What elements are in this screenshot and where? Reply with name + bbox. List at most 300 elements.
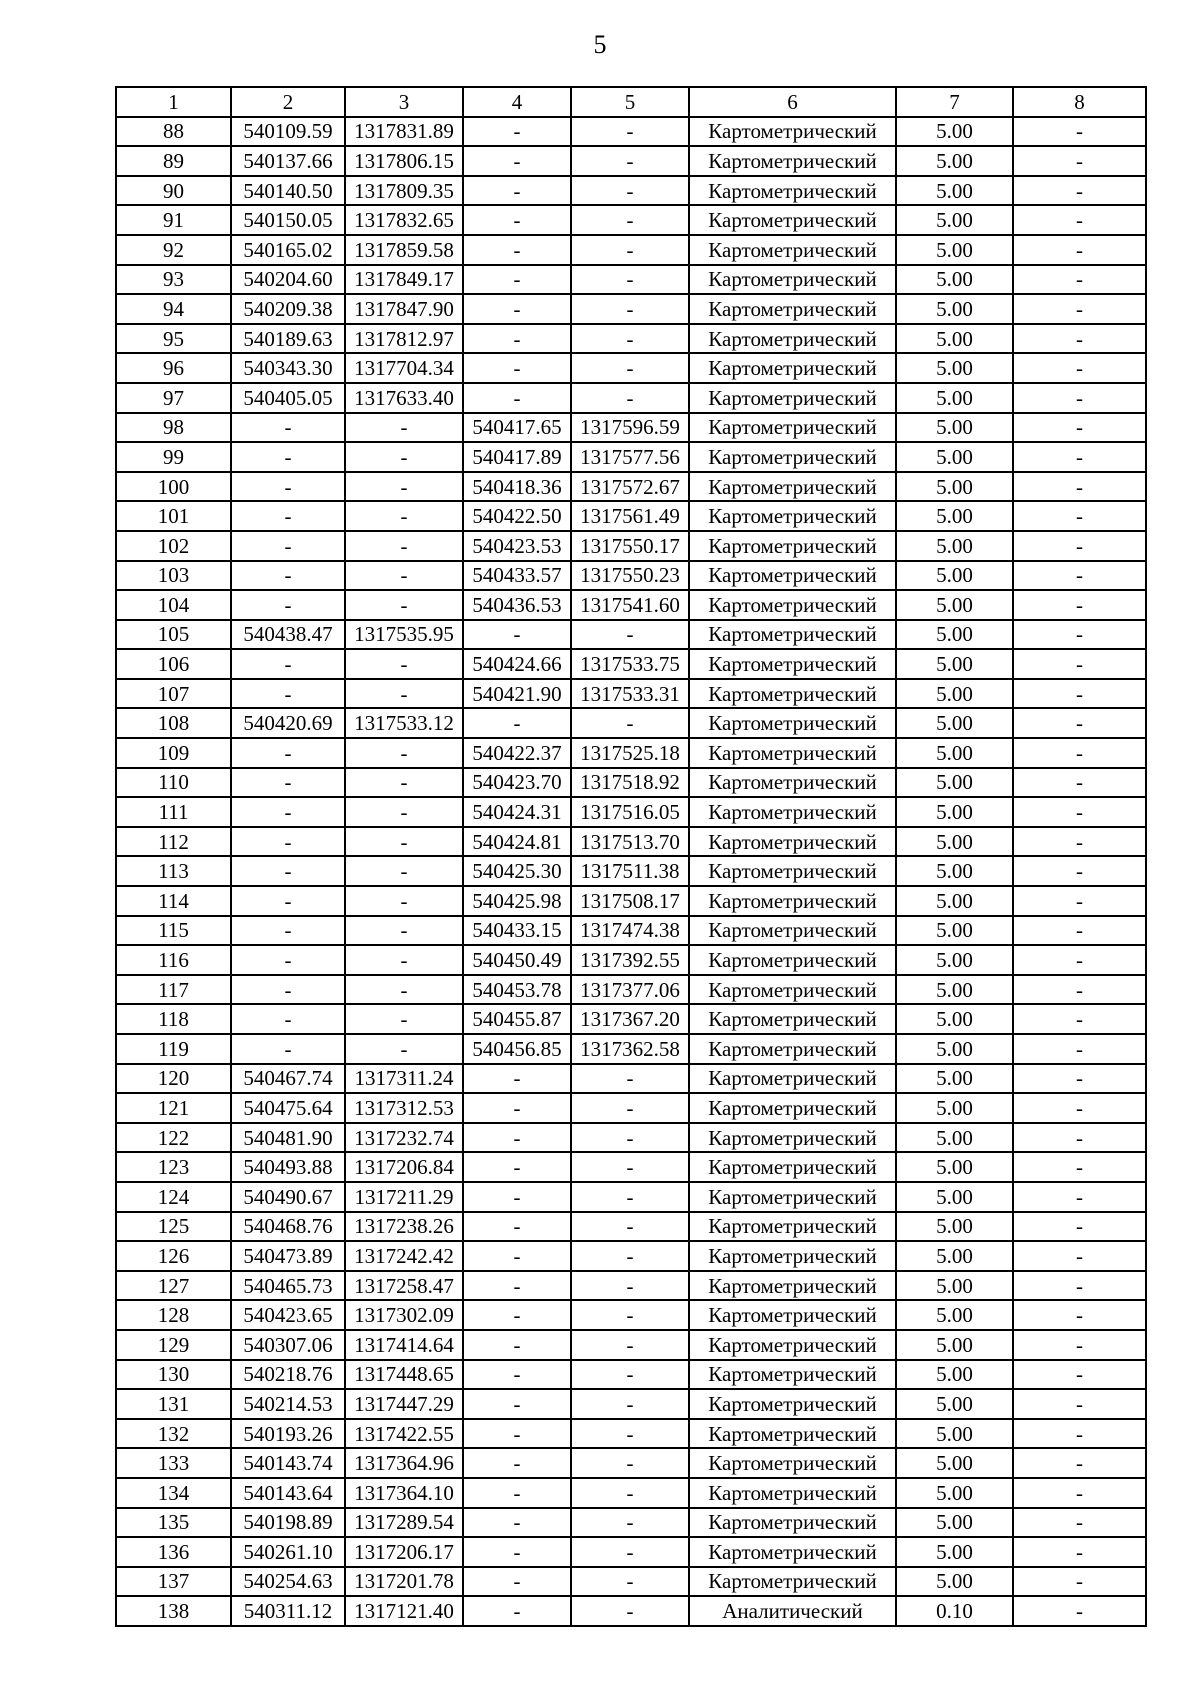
accuracy-cell: 5.00 [896, 1567, 1013, 1597]
table-row [116, 442, 1146, 472]
method-cell: Картометрический [689, 117, 896, 147]
y-coordinate-alt-cell: 1317550.17 [571, 531, 689, 561]
description-cell: - [1013, 1448, 1146, 1478]
point-number-cell: 101 [116, 501, 231, 531]
table-row [116, 1419, 1146, 1449]
point-number-cell: 89 [116, 146, 231, 176]
point-number-cell: 109 [116, 738, 231, 768]
point-number-cell: 129 [116, 1330, 231, 1360]
y-coordinate-cell: 1317535.95 [345, 620, 463, 650]
accuracy-cell: 5.00 [896, 827, 1013, 857]
column-header: 2 [231, 87, 345, 117]
x-coordinate-alt-cell: - [463, 1537, 571, 1567]
x-coordinate-cell: - [231, 945, 345, 975]
x-coordinate-cell: 540343.30 [231, 353, 345, 383]
x-coordinate-cell: - [231, 916, 345, 946]
point-number-cell: 127 [116, 1271, 231, 1301]
page-number: 5 [593, 30, 607, 59]
y-coordinate-alt-cell: - [571, 620, 689, 650]
accuracy-cell: 5.00 [896, 1152, 1013, 1182]
accuracy-cell: 5.00 [896, 501, 1013, 531]
coordinates-table [115, 86, 1147, 1627]
y-coordinate-alt-cell: - [571, 1152, 689, 1182]
description-cell: - [1013, 797, 1146, 827]
table-row [116, 353, 1146, 383]
point-number-cell: 124 [116, 1182, 231, 1212]
accuracy-cell: 5.00 [896, 1212, 1013, 1242]
accuracy-cell: 5.00 [896, 679, 1013, 709]
table-row [116, 856, 1146, 886]
x-coordinate-alt-cell: - [463, 1064, 571, 1094]
x-coordinate-cell: 540150.05 [231, 205, 345, 235]
description-cell: - [1013, 679, 1146, 709]
method-cell: Картометрический [689, 1537, 896, 1567]
x-coordinate-alt-cell: 540425.30 [463, 856, 571, 886]
description-cell: - [1013, 1478, 1146, 1508]
table-body [116, 117, 1146, 1626]
x-coordinate-cell: - [231, 561, 345, 591]
column-header: 4 [463, 87, 571, 117]
y-coordinate-cell: - [345, 945, 463, 975]
y-coordinate-alt-cell: 1317533.75 [571, 649, 689, 679]
table-row [116, 265, 1146, 295]
table-row [116, 797, 1146, 827]
method-cell: Картометрический [689, 916, 896, 946]
accuracy-cell: 5.00 [896, 413, 1013, 443]
y-coordinate-alt-cell: - [571, 1123, 689, 1153]
point-number-cell: 128 [116, 1300, 231, 1330]
description-cell: - [1013, 1567, 1146, 1597]
column-header: 1 [116, 87, 231, 117]
y-coordinate-cell: - [345, 679, 463, 709]
x-coordinate-alt-cell: - [463, 1478, 571, 1508]
x-coordinate-cell: - [231, 413, 345, 443]
method-cell: Картометрический [689, 1330, 896, 1360]
y-coordinate-cell: - [345, 738, 463, 768]
table-row [116, 1537, 1146, 1567]
table-row [116, 649, 1146, 679]
table-row [116, 916, 1146, 946]
y-coordinate-cell: 1317849.17 [345, 265, 463, 295]
description-cell: - [1013, 1596, 1146, 1626]
y-coordinate-alt-cell: 1317511.38 [571, 856, 689, 886]
accuracy-cell: 5.00 [896, 886, 1013, 916]
point-number-cell: 90 [116, 176, 231, 206]
table-row [116, 531, 1146, 561]
y-coordinate-alt-cell: 1317577.56 [571, 442, 689, 472]
y-coordinate-cell: 1317422.55 [345, 1419, 463, 1449]
description-cell: - [1013, 768, 1146, 798]
y-coordinate-cell: 1317533.12 [345, 708, 463, 738]
description-cell: - [1013, 1004, 1146, 1034]
point-number-cell: 88 [116, 117, 231, 147]
table-row [116, 1123, 1146, 1153]
method-cell: Картометрический [689, 1389, 896, 1419]
y-coordinate-alt-cell: 1317362.58 [571, 1034, 689, 1064]
accuracy-cell: 5.00 [896, 768, 1013, 798]
x-coordinate-alt-cell: - [463, 1271, 571, 1301]
accuracy-cell: 5.00 [896, 1123, 1013, 1153]
point-number-cell: 103 [116, 561, 231, 591]
table-row [116, 501, 1146, 531]
point-number-cell: 105 [116, 620, 231, 650]
point-number-cell: 121 [116, 1093, 231, 1123]
table-row [116, 738, 1146, 768]
method-cell: Картометрический [689, 708, 896, 738]
accuracy-cell: 5.00 [896, 1537, 1013, 1567]
y-coordinate-cell: - [345, 561, 463, 591]
description-cell: - [1013, 1093, 1146, 1123]
table-row [116, 1478, 1146, 1508]
y-coordinate-alt-cell: 1317508.17 [571, 886, 689, 916]
description-cell: - [1013, 1271, 1146, 1301]
y-coordinate-cell: 1317311.24 [345, 1064, 463, 1094]
description-cell: - [1013, 1241, 1146, 1271]
x-coordinate-cell: 540218.76 [231, 1360, 345, 1390]
accuracy-cell: 5.00 [896, 383, 1013, 413]
method-cell: Картометрический [689, 146, 896, 176]
y-coordinate-cell: 1317847.90 [345, 294, 463, 324]
method-cell: Картометрический [689, 945, 896, 975]
method-cell: Картометрический [689, 620, 896, 650]
point-number-cell: 130 [116, 1360, 231, 1390]
x-coordinate-cell: 540481.90 [231, 1123, 345, 1153]
table-row [116, 827, 1146, 857]
table-row [116, 176, 1146, 206]
x-coordinate-alt-cell: - [463, 1596, 571, 1626]
method-cell: Картометрический [689, 472, 896, 502]
accuracy-cell: 5.00 [896, 117, 1013, 147]
y-coordinate-cell: - [345, 916, 463, 946]
x-coordinate-cell: 540465.73 [231, 1271, 345, 1301]
point-number-cell: 122 [116, 1123, 231, 1153]
table-row [116, 1360, 1146, 1390]
y-coordinate-alt-cell: - [571, 1596, 689, 1626]
x-coordinate-alt-cell: - [463, 1330, 571, 1360]
accuracy-cell: 5.00 [896, 738, 1013, 768]
method-cell: Картометрический [689, 856, 896, 886]
point-number-cell: 93 [116, 265, 231, 295]
x-coordinate-alt-cell: 540421.90 [463, 679, 571, 709]
accuracy-cell: 5.00 [896, 1004, 1013, 1034]
table-row [116, 1152, 1146, 1182]
x-coordinate-cell: - [231, 501, 345, 531]
description-cell: - [1013, 205, 1146, 235]
point-number-cell: 110 [116, 768, 231, 798]
y-coordinate-cell: 1317633.40 [345, 383, 463, 413]
point-number-cell: 138 [116, 1596, 231, 1626]
table-row [116, 294, 1146, 324]
y-coordinate-alt-cell: - [571, 1448, 689, 1478]
y-coordinate-alt-cell: - [571, 1537, 689, 1567]
description-cell: - [1013, 324, 1146, 354]
point-number-cell: 133 [116, 1448, 231, 1478]
x-coordinate-alt-cell: 540436.53 [463, 590, 571, 620]
x-coordinate-alt-cell: 540450.49 [463, 945, 571, 975]
x-coordinate-alt-cell: 540423.70 [463, 768, 571, 798]
table-row [116, 1330, 1146, 1360]
method-cell: Картометрический [689, 531, 896, 561]
y-coordinate-alt-cell: - [571, 1508, 689, 1538]
accuracy-cell: 5.00 [896, 797, 1013, 827]
table-row [116, 1300, 1146, 1330]
accuracy-cell: 5.00 [896, 916, 1013, 946]
method-cell: Картометрический [689, 324, 896, 354]
point-number-cell: 106 [116, 649, 231, 679]
y-coordinate-alt-cell: 1317392.55 [571, 945, 689, 975]
point-number-cell: 99 [116, 442, 231, 472]
point-number-cell: 95 [116, 324, 231, 354]
description-cell: - [1013, 827, 1146, 857]
y-coordinate-alt-cell: - [571, 1567, 689, 1597]
accuracy-cell: 5.00 [896, 472, 1013, 502]
description-cell: - [1013, 1034, 1146, 1064]
y-coordinate-alt-cell: 1317377.06 [571, 975, 689, 1005]
x-coordinate-alt-cell: - [463, 235, 571, 265]
table-row [116, 235, 1146, 265]
description-cell: - [1013, 1182, 1146, 1212]
y-coordinate-cell: 1317448.65 [345, 1360, 463, 1390]
y-coordinate-alt-cell: - [571, 1271, 689, 1301]
y-coordinate-cell: - [345, 501, 463, 531]
column-header: 6 [689, 87, 896, 117]
method-cell: Картометрический [689, 1448, 896, 1478]
x-coordinate-cell: 540311.12 [231, 1596, 345, 1626]
table-header-row [116, 87, 1146, 117]
x-coordinate-cell: - [231, 1034, 345, 1064]
y-coordinate-cell: 1317859.58 [345, 235, 463, 265]
y-coordinate-alt-cell: - [571, 176, 689, 206]
y-coordinate-alt-cell: - [571, 1478, 689, 1508]
x-coordinate-alt-cell: 540423.53 [463, 531, 571, 561]
x-coordinate-alt-cell: - [463, 1448, 571, 1478]
method-cell: Картометрический [689, 1034, 896, 1064]
x-coordinate-cell: 540438.47 [231, 620, 345, 650]
point-number-cell: 123 [116, 1152, 231, 1182]
x-coordinate-cell: 540209.38 [231, 294, 345, 324]
method-cell: Картометрический [689, 738, 896, 768]
accuracy-cell: 5.00 [896, 1182, 1013, 1212]
y-coordinate-alt-cell: - [571, 1330, 689, 1360]
y-coordinate-cell: - [345, 413, 463, 443]
y-coordinate-alt-cell: - [571, 383, 689, 413]
table-row [116, 1241, 1146, 1271]
x-coordinate-alt-cell: - [463, 620, 571, 650]
table-row [116, 590, 1146, 620]
accuracy-cell: 5.00 [896, 1360, 1013, 1390]
y-coordinate-cell: - [345, 856, 463, 886]
x-coordinate-alt-cell: 540456.85 [463, 1034, 571, 1064]
table-row [116, 975, 1146, 1005]
method-cell: Картометрический [689, 1478, 896, 1508]
accuracy-cell: 5.00 [896, 324, 1013, 354]
x-coordinate-alt-cell: - [463, 294, 571, 324]
y-coordinate-alt-cell: 1317550.23 [571, 561, 689, 591]
x-coordinate-alt-cell: 540453.78 [463, 975, 571, 1005]
method-cell: Картометрический [689, 1212, 896, 1242]
table-row [116, 1567, 1146, 1597]
description-cell: - [1013, 235, 1146, 265]
x-coordinate-cell: 540137.66 [231, 146, 345, 176]
method-cell: Картометрический [689, 679, 896, 709]
x-coordinate-cell: 540165.02 [231, 235, 345, 265]
y-coordinate-alt-cell: 1317367.20 [571, 1004, 689, 1034]
x-coordinate-alt-cell: 540417.89 [463, 442, 571, 472]
y-coordinate-cell: 1317302.09 [345, 1300, 463, 1330]
x-coordinate-cell: 540490.67 [231, 1182, 345, 1212]
column-header: 5 [571, 87, 689, 117]
description-cell: - [1013, 531, 1146, 561]
table-row [116, 205, 1146, 235]
y-coordinate-cell: - [345, 472, 463, 502]
accuracy-cell: 5.00 [896, 975, 1013, 1005]
table-row [116, 708, 1146, 738]
description-cell: - [1013, 738, 1146, 768]
y-coordinate-cell: 1317414.64 [345, 1330, 463, 1360]
x-coordinate-alt-cell: 540422.50 [463, 501, 571, 531]
x-coordinate-alt-cell: - [463, 1093, 571, 1123]
y-coordinate-cell: - [345, 797, 463, 827]
point-number-cell: 120 [116, 1064, 231, 1094]
accuracy-cell: 5.00 [896, 531, 1013, 561]
x-coordinate-alt-cell: 540418.36 [463, 472, 571, 502]
method-cell: Картометрический [689, 294, 896, 324]
y-coordinate-alt-cell: - [571, 205, 689, 235]
x-coordinate-cell: 540473.89 [231, 1241, 345, 1271]
method-cell: Картометрический [689, 1567, 896, 1597]
description-cell: - [1013, 1123, 1146, 1153]
accuracy-cell: 5.00 [896, 1448, 1013, 1478]
description-cell: - [1013, 176, 1146, 206]
x-coordinate-cell: - [231, 738, 345, 768]
description-cell: - [1013, 886, 1146, 916]
y-coordinate-cell: 1317364.10 [345, 1478, 463, 1508]
column-header: 7 [896, 87, 1013, 117]
y-coordinate-alt-cell: - [571, 1360, 689, 1390]
y-coordinate-cell: - [345, 1004, 463, 1034]
description-cell: - [1013, 561, 1146, 591]
x-coordinate-cell: 540198.89 [231, 1508, 345, 1538]
y-coordinate-cell: 1317232.74 [345, 1123, 463, 1153]
accuracy-cell: 5.00 [896, 1064, 1013, 1094]
description-cell: - [1013, 294, 1146, 324]
x-coordinate-alt-cell: 540433.15 [463, 916, 571, 946]
table-row [116, 620, 1146, 650]
point-number-cell: 94 [116, 294, 231, 324]
method-cell: Картометрический [689, 1508, 896, 1538]
x-coordinate-alt-cell: 540455.87 [463, 1004, 571, 1034]
y-coordinate-cell: 1317447.29 [345, 1389, 463, 1419]
y-coordinate-cell: - [345, 975, 463, 1005]
y-coordinate-alt-cell: - [571, 146, 689, 176]
description-cell: - [1013, 146, 1146, 176]
accuracy-cell: 5.00 [896, 1389, 1013, 1419]
accuracy-cell: 5.00 [896, 1093, 1013, 1123]
y-coordinate-alt-cell: - [571, 1064, 689, 1094]
accuracy-cell: 5.00 [896, 620, 1013, 650]
point-number-cell: 98 [116, 413, 231, 443]
x-coordinate-cell: 540140.50 [231, 176, 345, 206]
description-cell: - [1013, 1152, 1146, 1182]
x-coordinate-cell: 540109.59 [231, 117, 345, 147]
description-cell: - [1013, 1330, 1146, 1360]
y-coordinate-alt-cell: 1317541.60 [571, 590, 689, 620]
x-coordinate-alt-cell: - [463, 383, 571, 413]
table-row [116, 1448, 1146, 1478]
accuracy-cell: 5.00 [896, 1271, 1013, 1301]
point-number-cell: 97 [116, 383, 231, 413]
description-cell: - [1013, 117, 1146, 147]
method-cell: Картометрический [689, 383, 896, 413]
y-coordinate-cell: 1317812.97 [345, 324, 463, 354]
x-coordinate-cell: 540467.74 [231, 1064, 345, 1094]
x-coordinate-cell: 540468.76 [231, 1212, 345, 1242]
table-row [116, 117, 1146, 147]
accuracy-cell: 5.00 [896, 1330, 1013, 1360]
accuracy-cell: 5.00 [896, 1241, 1013, 1271]
table-row [116, 561, 1146, 591]
x-coordinate-cell: 540307.06 [231, 1330, 345, 1360]
accuracy-cell: 5.00 [896, 1419, 1013, 1449]
y-coordinate-cell: 1317238.26 [345, 1212, 463, 1242]
point-number-cell: 91 [116, 205, 231, 235]
x-coordinate-cell: 540420.69 [231, 708, 345, 738]
accuracy-cell: 5.00 [896, 353, 1013, 383]
y-coordinate-cell: 1317809.35 [345, 176, 463, 206]
y-coordinate-alt-cell: - [571, 1389, 689, 1419]
y-coordinate-alt-cell: 1317596.59 [571, 413, 689, 443]
column-header: 3 [345, 87, 463, 117]
y-coordinate-alt-cell: 1317561.49 [571, 501, 689, 531]
x-coordinate-cell: 540493.88 [231, 1152, 345, 1182]
accuracy-cell: 5.00 [896, 590, 1013, 620]
method-cell: Картометрический [689, 590, 896, 620]
x-coordinate-alt-cell: - [463, 1152, 571, 1182]
point-number-cell: 108 [116, 708, 231, 738]
x-coordinate-alt-cell: - [463, 324, 571, 354]
point-number-cell: 131 [116, 1389, 231, 1419]
method-cell: Картометрический [689, 975, 896, 1005]
x-coordinate-alt-cell: - [463, 1360, 571, 1390]
y-coordinate-alt-cell: 1317525.18 [571, 738, 689, 768]
method-cell: Картометрический [689, 501, 896, 531]
table-row [116, 1064, 1146, 1094]
x-coordinate-cell: 540189.63 [231, 324, 345, 354]
x-coordinate-alt-cell: - [463, 353, 571, 383]
y-coordinate-alt-cell: 1317474.38 [571, 916, 689, 946]
description-cell: - [1013, 1300, 1146, 1330]
description-cell: - [1013, 1419, 1146, 1449]
table-row [116, 679, 1146, 709]
point-number-cell: 119 [116, 1034, 231, 1064]
table-row [116, 472, 1146, 502]
x-coordinate-cell: 540261.10 [231, 1537, 345, 1567]
point-number-cell: 92 [116, 235, 231, 265]
point-number-cell: 134 [116, 1478, 231, 1508]
x-coordinate-alt-cell: - [463, 708, 571, 738]
method-cell: Картометрический [689, 1093, 896, 1123]
x-coordinate-alt-cell: - [463, 1508, 571, 1538]
method-cell: Картометрический [689, 1123, 896, 1153]
x-coordinate-cell: 540423.65 [231, 1300, 345, 1330]
y-coordinate-cell: - [345, 1034, 463, 1064]
table-row [116, 1004, 1146, 1034]
accuracy-cell: 5.00 [896, 1478, 1013, 1508]
accuracy-cell: 5.00 [896, 205, 1013, 235]
x-coordinate-cell: - [231, 1004, 345, 1034]
accuracy-cell: 5.00 [896, 1300, 1013, 1330]
method-cell: Картометрический [689, 353, 896, 383]
